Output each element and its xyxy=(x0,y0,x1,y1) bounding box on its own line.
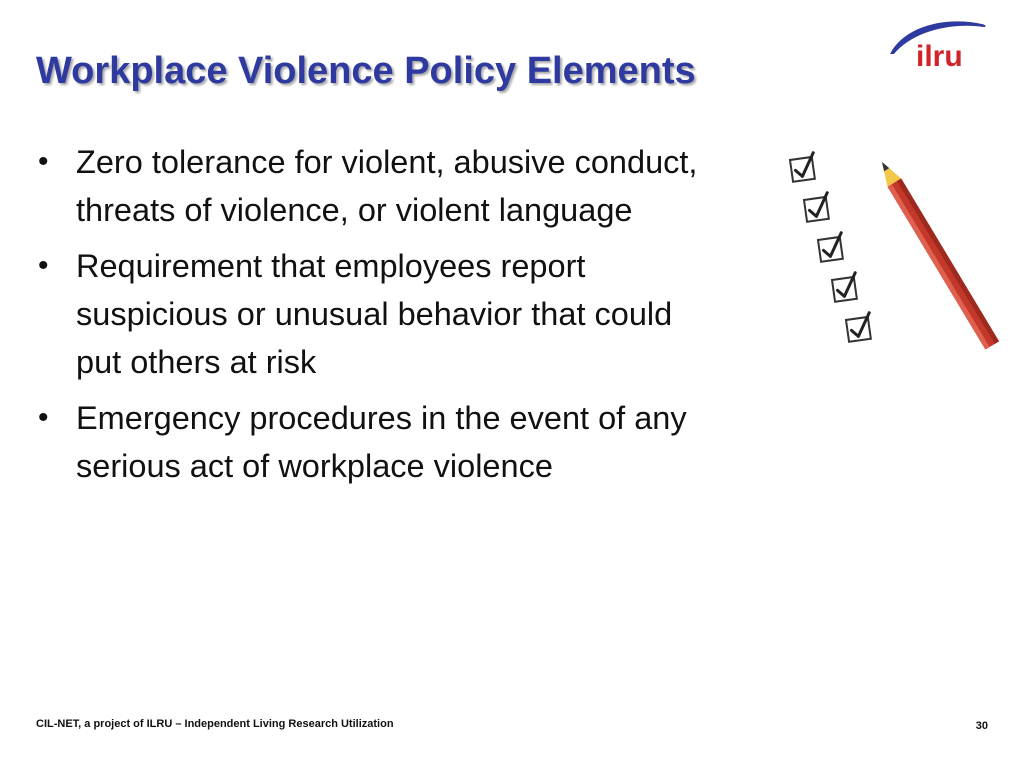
page-number: 30 xyxy=(975,720,988,732)
bullet-item xyxy=(34,394,714,490)
pencil-icon xyxy=(875,158,999,350)
bullet-marker: • xyxy=(38,145,49,178)
checklist-with-pencil-icon xyxy=(772,146,1004,356)
footer-credit: CIL-NET, a project of ILRU – Independent Living Research Utilization xyxy=(36,718,394,730)
ilru-logo xyxy=(886,14,990,74)
bullet-text: Zero tolerance for violent, abusive conduct, threats of violence, or violent language xyxy=(76,144,698,228)
bullet-text: Emergency procedures in the event of any serious act of workplace violence xyxy=(76,400,687,484)
slide-title: Workplace Violence Policy Elements xyxy=(36,50,696,92)
checkbox-checked-icon xyxy=(817,233,844,262)
checkbox-checked-icon xyxy=(845,313,872,342)
bullet-marker: • xyxy=(38,401,49,434)
checkbox-checked-icon xyxy=(789,153,816,182)
bullet-list xyxy=(34,138,714,498)
bullet-item xyxy=(34,138,714,234)
checkbox-checked-icon xyxy=(803,193,830,222)
bullet-text: Requirement that employees report suspicious or unusual behavior that could put others at risk xyxy=(76,248,673,380)
bullet-item xyxy=(34,242,714,386)
bullet-marker: • xyxy=(38,249,49,282)
checkbox-checked-icon xyxy=(831,273,858,302)
logo-wordmark: ilru xyxy=(916,40,963,73)
